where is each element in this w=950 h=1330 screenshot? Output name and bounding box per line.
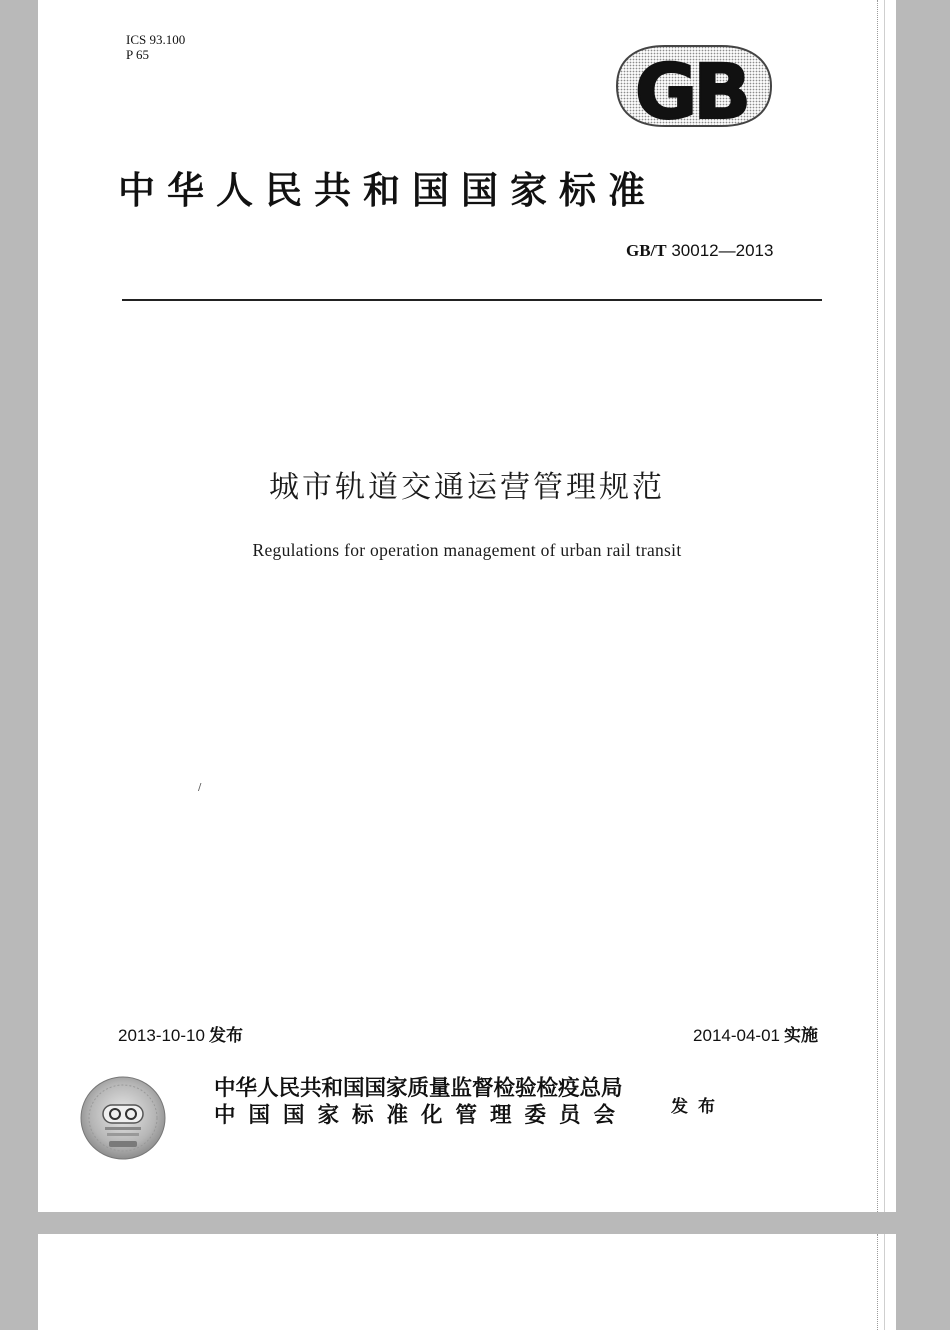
- publish-label: 发布: [671, 1097, 725, 1117]
- issuer-aqsiq: 中华人民共和国国家质量监督检验检疫总局: [214, 1076, 623, 1101]
- issue-date: [118, 1021, 243, 1046]
- cover-page: [38, 0, 896, 1212]
- standard-number-prefix: GB/T: [626, 241, 667, 260]
- gb-logo-text: GB: [634, 47, 748, 132]
- gb-logo: [605, 40, 781, 132]
- title-chinese: 城市轨道交通运营管理规范: [269, 470, 665, 505]
- title-english: Regulations for operation management of urban rail transit: [252, 540, 682, 560]
- page-edge-line: [884, 1234, 885, 1330]
- standard-number: [626, 241, 773, 261]
- header-divider: [122, 299, 822, 301]
- next-page: [38, 1234, 896, 1330]
- ics-block: [126, 32, 185, 62]
- anti-counterfeit-seal-icon: [79, 1075, 167, 1161]
- issue-date-label: 发布: [208, 1026, 243, 1046]
- issuing-authorities: [214, 1075, 628, 1129]
- classification-code: P 65: [126, 47, 149, 62]
- standard-number-value: 30012—2013: [666, 241, 774, 260]
- page-edge-line: [884, 0, 885, 1212]
- page-edge-line: [877, 1234, 878, 1330]
- country-standard-title: 中华人民共和国国家标准: [118, 168, 657, 212]
- ics-code: ICS 93.100: [126, 32, 186, 47]
- scan-mark: /: [198, 782, 202, 793]
- issuer-sac: 中国国家标准化管理委员会: [214, 1103, 629, 1128]
- page-edge-line: [877, 0, 878, 1212]
- implement-date-value: 2014-04-01: [693, 1026, 780, 1045]
- implement-date-label: 实施: [784, 1026, 818, 1046]
- implement-date: [693, 1021, 818, 1046]
- issue-date-value: 2013-10-10: [118, 1026, 205, 1045]
